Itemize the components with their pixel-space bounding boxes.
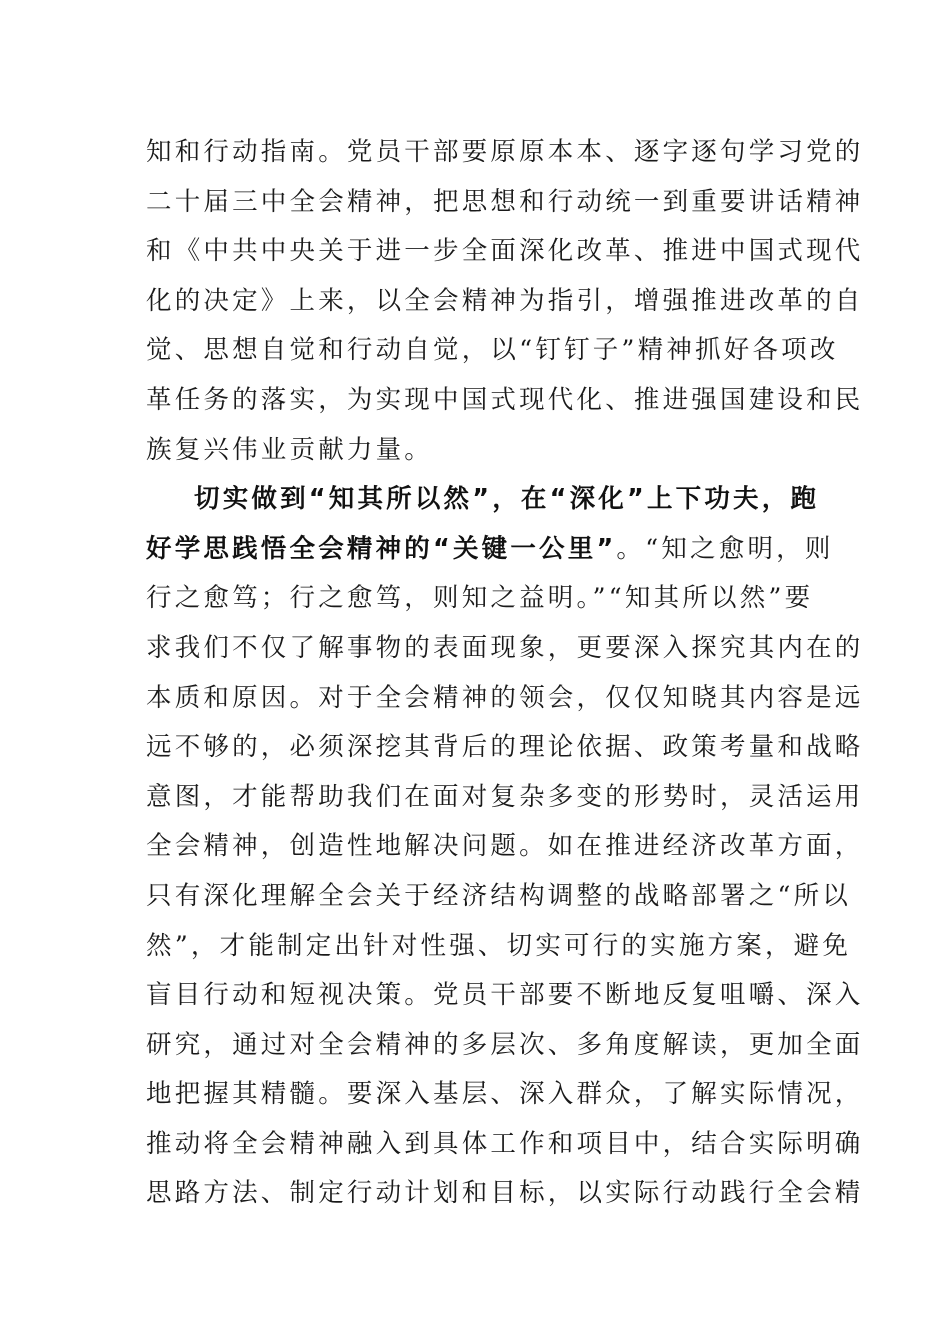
text-line: 思路方法、制定行动计划和目标，以实际行动践行全会精: [146, 1178, 864, 1209]
text-line: 觉、思想自觉和行动自觉，以“钉钉子”精神抓好各项改: [146, 335, 839, 366]
text-line: 族复兴伟业贡献力量。: [146, 434, 434, 465]
paragraph-1: [146, 128, 864, 475]
text-line: 化的决定》上来，以全会精神为指引，增强推进改革的自: [146, 285, 864, 316]
text-line: 远不够的，必须深挖其背后的理论依据、政策考量和战略: [146, 732, 864, 763]
text-span: 。“知之愈明，则: [616, 533, 834, 564]
text-line: 推动将全会精神融入到具体工作和项目中，结合实际明确: [146, 1128, 864, 1159]
text-line: 本质和原因。对于全会精神的领会，仅仅知晓其内容是远: [146, 682, 864, 713]
text-line: 行之愈笃；行之愈笃，则知之益明。”“知其所以然”要: [146, 583, 814, 614]
paragraph-heading-continuation: 好学思践悟全会精神的“关键一公里”: [146, 533, 617, 564]
text-line: 意图，才能帮助我们在面对复杂多变的形势时，灵活运用: [146, 781, 864, 812]
text-line: 知和行动指南。党员干部要原原本本、逐字逐句学习党的: [146, 137, 864, 167]
paragraph-heading-line: 切实做到“知其所以然”，在“深化”上下功夫，跑: [194, 484, 820, 515]
text-line: 全会精神，创造性地解决问题。如在推进经济改革方面，: [146, 831, 864, 862]
text-line: 革任务的落实，为实现中国式现代化、推进强国建设和民: [146, 384, 864, 415]
text-line: 二十届三中全会精神，把思想和行动统一到重要讲话精神: [146, 186, 864, 217]
body-text: [146, 128, 864, 1219]
paragraph-2: [146, 475, 864, 1219]
text-line: 然”，才能制定出针对性强、切实可行的实施方案，避免: [146, 930, 852, 961]
text-line: [146, 525, 834, 575]
text-line: 研究，通过对全会精神的多层次、多角度解读，更加全面: [146, 1029, 864, 1060]
text-line: 只有深化理解全会关于经济结构调整的战略部署之“所以: [146, 880, 852, 911]
text-line: 盲目行动和短视决策。党员干部要不断地反复咀嚼、深入: [146, 980, 864, 1011]
text-line: 地把握其精髓。要深入基层、深入群众，了解实际情况，: [146, 1079, 864, 1110]
text-line: 和《中共中央关于进一步全面深化改革、推进中国式现代: [146, 236, 864, 267]
text-line: 求我们不仅了解事物的表面现象，更要深入探究其内在的: [146, 632, 864, 663]
